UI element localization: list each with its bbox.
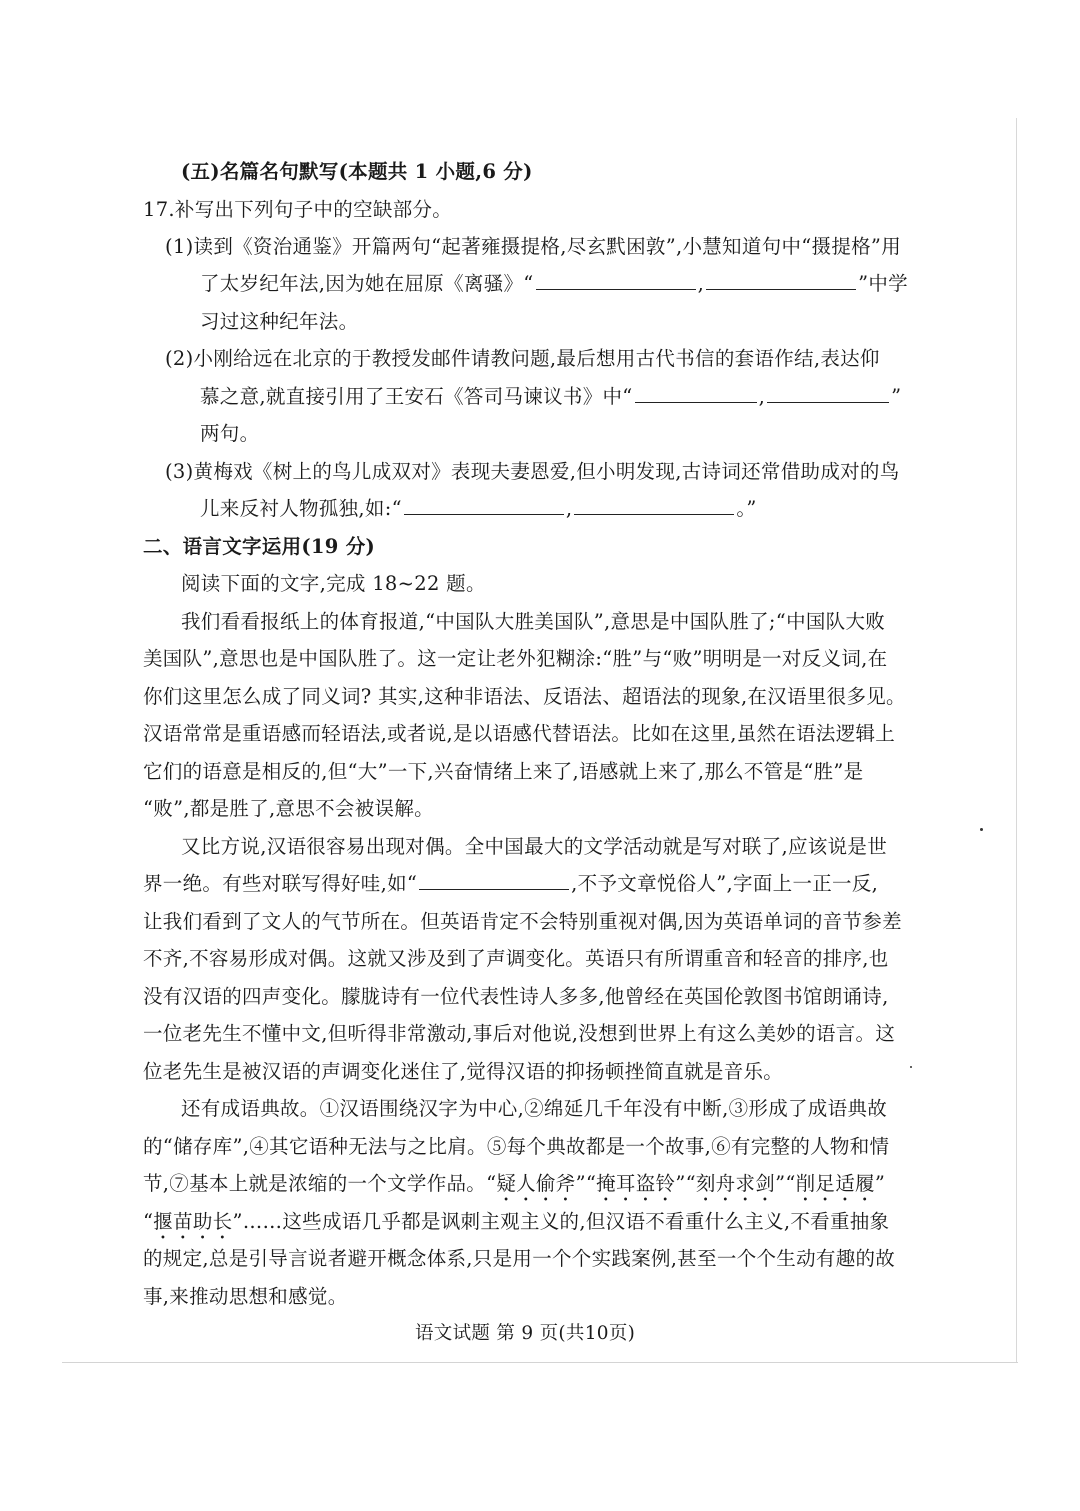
q17-3-line1: (3)黄梅戏《树上的鸟儿成双对》表现夫妻恩爱,但小明发现,古诗词还常借助成对的鸟 (165, 460, 900, 483)
idiom-emphasis: 揠苗助长 (153, 1210, 233, 1233)
answer-blank[interactable] (419, 872, 569, 890)
p2-line4: 不齐,不容易形成对偶。这就又涉及到了声调变化。英语只有所谓重音和轻音的排序,也 (143, 947, 889, 970)
p2-line3: 让我们看到了文人的气节所在。但英语肯定不会特别重视对偶,因为英语单词的音节参差 (143, 910, 902, 933)
p3-line3: 节,⑦基本上就是浓缩的一个文学作品。“疑人偷斧”“掩耳盗铃”“刻舟求剑”“削足适履” (143, 1172, 886, 1195)
answer-blank[interactable] (635, 385, 757, 403)
section2-heading: 二、语言文字运用(19 分) (143, 535, 376, 558)
answer-blank[interactable] (574, 497, 734, 515)
p1-line3: 你们这里怎么成了同义词? 其实,这种非语法、反语法、超语法的现象,在汉语里很多见。 (143, 685, 906, 708)
scan-speck (910, 1066, 912, 1068)
p1-line2: 美国队”,意思也是中国队胜了。这一定让老外犯糊涂:“胜”与“败”明明是一对反义词,在 (143, 647, 888, 670)
p1-line1: 我们看看报纸上的体育报道,“中国队大胜美国队”,意思是中国队胜了;“中国队大败 (181, 610, 886, 633)
p1-line6: “败”,都是胜了,意思不会被误解。 (143, 797, 434, 820)
q17-prompt: 17.补写出下列句子中的空缺部分。 (143, 198, 453, 221)
p3-line6: 事,来推动思想和感觉。 (143, 1285, 348, 1308)
answer-blank[interactable] (404, 497, 564, 515)
answer-blank[interactable] (706, 272, 856, 290)
q17-1-line1: (1)读到《资治通鉴》开篇两句“起著雍摄提格,尽玄黓困敦”,小慧知道句中“摄提格”用 (165, 235, 901, 258)
p3-line5: 的规定,总是引导言说者避开概念体系,只是用一个个实践案例,甚至一个个生动有趣的故 (143, 1247, 896, 1270)
p2-line1: 又比方说,汉语很容易出现对偶。全中国最大的文学活动就是写对联了,应该说是世 (181, 835, 887, 858)
scan-speck (980, 828, 983, 831)
scan-edge-bottom (62, 1362, 1018, 1363)
answer-blank[interactable] (767, 385, 889, 403)
q17-3-line2: 儿来反衬人物孤独,如:“ , 。” (200, 497, 757, 520)
q17-1-line2: 了太岁纪年法,因为她在屈原《离骚》“ , ”中学 (200, 272, 908, 295)
scan-edge-right (1016, 118, 1017, 1363)
p2-line7: 位老先生是被汉语的声调变化迷住了,觉得汉语的抑扬顿挫简直就是音乐。 (143, 1060, 784, 1083)
q17-2-line2: 慕之意,就直接引用了王安石《答司马谏议书》中“ , ” (200, 385, 902, 408)
p2-line6: 一位老先生不懂中文,但听得非常激动,事后对他说,没想到世界上有这么美妙的语言。这 (143, 1022, 896, 1045)
idiom-emphasis: 刻舟求剑 (695, 1172, 776, 1195)
p1-line5: 它们的语意是相反的,但“大”一下,兴奋情绪上来了,语感就上来了,那么不管是“胜”是 (143, 760, 864, 783)
p3-line4: “揠苗助长”……这些成语几乎都是讽刺主观主义的,但汉语不看重什么主义,不看重抽象 (143, 1210, 890, 1233)
section5-heading: (五)名篇名句默写(本题共 1 小题,6 分) (181, 160, 533, 183)
page-footer: 语文试题 第 9 页(共10页) (415, 1323, 636, 1344)
q17-2-line1: (2)小刚给远在北京的于教授发邮件请教问题,最后想用古代书信的套语作结,表达仰 (165, 347, 880, 370)
answer-blank[interactable] (536, 272, 696, 290)
p2-line2: 界一绝。有些对联写得好哇,如“ ,不予文章悦俗人”,字面上一正一反, (143, 872, 879, 895)
idiom-emphasis: 掩耳盗铃 (596, 1172, 676, 1195)
p3-line1: 还有成语典故。①汉语围绕汉字为中心,②绵延几千年没有中断,③形成了成语典故 (181, 1097, 887, 1120)
section2-intro: 阅读下面的文字,完成 18~22 题。 (181, 572, 486, 595)
q17-2-line3: 两句。 (200, 422, 260, 445)
q17-1-line3: 习过这种纪年法。 (200, 310, 359, 333)
p3-line2: 的“储存库”,④其它语种无法与之比肩。⑤每个典故都是一个故事,⑥有完整的人物和情 (143, 1135, 890, 1158)
p1-line4: 汉语常常是重语感而轻语法,或者说,是以语感代替语法。比如在这里,虽然在语法逻辑上 (143, 722, 896, 745)
idiom-emphasis: 削足适履 (795, 1172, 875, 1195)
p2-line5: 没有汉语的四声变化。朦胧诗有一位代表性诗人多多,他曾经在英国伦敦图书馆朗诵诗, (143, 985, 889, 1008)
idiom-emphasis: 疑人偷斧 (496, 1172, 576, 1195)
